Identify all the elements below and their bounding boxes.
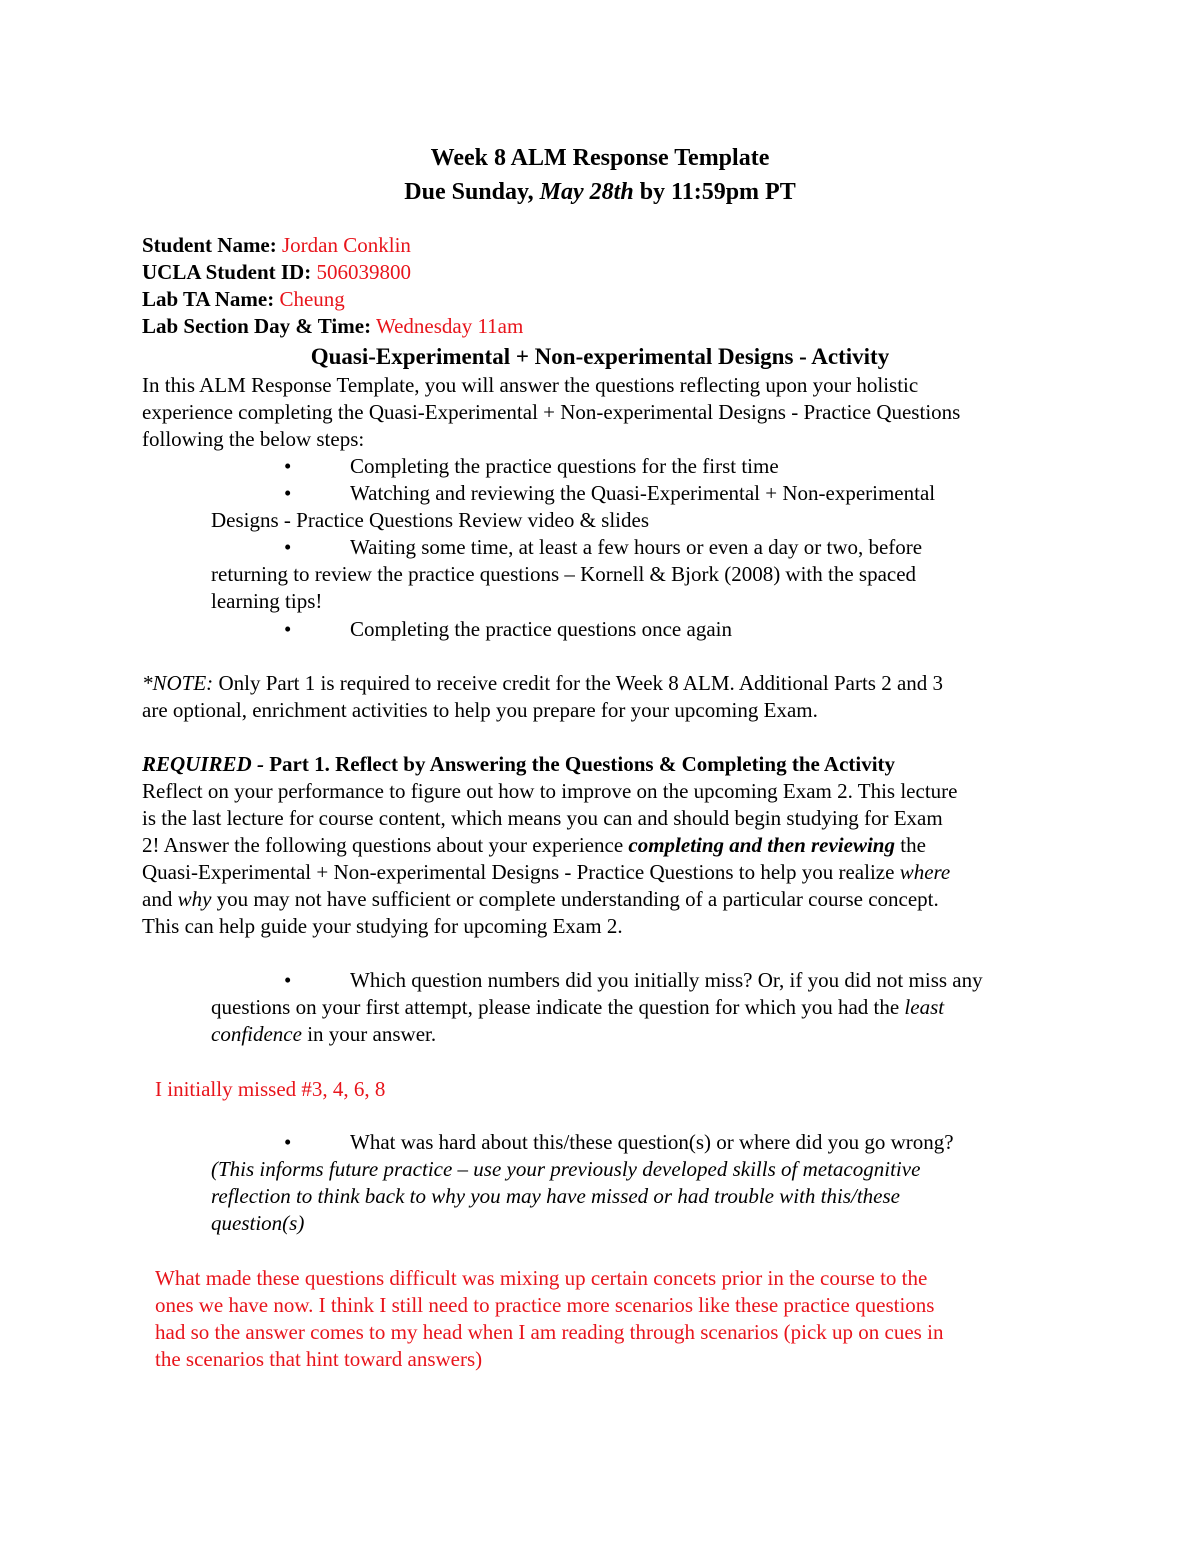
intro-paragraph: In this ALM Response Template, you will answer the questions reflecting upon your holistic experience completing the Quasi-Experimental + Non-experimental Designs - Practice Questions following the below steps: — [142, 373, 961, 451]
step-item: • Waiting some time, at least a few hours or even a day or two, before — [284, 535, 923, 559]
step-item: • Completing the practice questions once again — [284, 617, 732, 641]
answer-1: I initially missed #3, 4, 6, 8 — [155, 1077, 386, 1101]
activity-heading: Quasi-Experimental + Non-experimental Designs - Activity — [310, 344, 890, 369]
question-1: • Which question numbers did you initially miss? Or, if you did not miss any — [284, 968, 983, 992]
student-id-field: UCLA Student ID: 506039800 — [142, 260, 411, 284]
question-2-hint: (This informs future practice – use your previously developed skills of metacognitive reflection to think back to why you may have missed or had trouble with this/these question(s) — [211, 1157, 921, 1235]
lab-ta-field: Lab TA Name: Cheung — [142, 287, 345, 311]
step-item: • Watching and reviewing the Quasi-Experimental + Non-experimental — [284, 481, 936, 505]
answer-2: What made these questions difficult was mixing up certain concets prior in the course to the ones we have now. I think I still need to practice more scenarios like these practice questions had so the answer comes to my head when I am reading through scenarios (pick up on cues in the scenarios that hint toward answers) — [155, 1266, 944, 1371]
part1-title: REQUIRED - Part 1. Reflect by Answering the Questions & Completing the Activity — [142, 752, 896, 776]
note-paragraph: *NOTE: Only Part 1 is required to receive credit for the Week 8 ALM. Additional Parts 2 and 3 are optional, enrichment activities to help you prepare for your upcoming Exam. — [142, 671, 944, 722]
question-2: • What was hard about this/these question(s) or where did you go wrong? — [284, 1130, 954, 1154]
question-1-continuation: questions on your first attempt, please indicate the question for which you had the least confidence in your answer. — [211, 995, 945, 1046]
student-name-field: Student Name: Jordan Conklin — [142, 233, 411, 257]
due-date-line: Due Sunday, May 28th by 11:59pm PT — [404, 179, 796, 205]
step-continuation: Designs - Practice Questions Review video & slides — [211, 508, 650, 532]
step-continuation: returning to review the practice questions – Kornell & Bjork (2008) with the spaced learning tips! — [211, 562, 917, 613]
document-title: Week 8 ALM Response Template — [430, 145, 770, 171]
lab-section-field: Lab Section Day & Time: Wednesday 11am — [142, 314, 524, 338]
step-item: • Completing the practice questions for the first time — [284, 454, 779, 478]
part1-section: REQUIRED - Part 1. Reflect by Answering the Questions & Completing the Activity Reflect on your performance to figure out how to improve on the upcoming Exam 2. This lecture is the last lecture for course content, which means you can and should begin studying for Exam 2! Answer the following questions about your experience completing and then reviewing the Quasi-Experimental + Non-experimental Designs - Practice Questions to help you realize where and why you may not have sufficient or complete understanding of a particular course concept. This can help guide your studying for upcoming Exam 2. — [142, 751, 1072, 940]
